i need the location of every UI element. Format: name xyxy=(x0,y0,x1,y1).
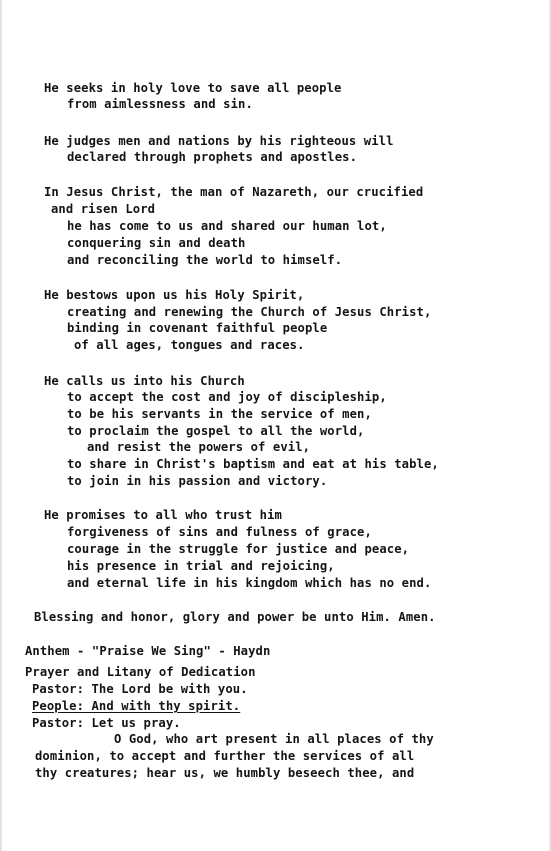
creed-stanza3-line2: and risen Lord xyxy=(51,202,156,216)
prayer-line-2: dominion, to accept and further the services of all xyxy=(35,749,415,763)
creed-doxology: Blessing and honor, glory and power be unto Him. Amen. xyxy=(34,610,436,624)
pastor-line-2: Pastor: Let us pray. xyxy=(32,716,181,730)
creed-stanza5-line1: He calls us into his Church xyxy=(44,374,245,388)
creed-stanza4-line4: of all ages, tongues and races. xyxy=(74,338,305,352)
creed-stanza5-line4: to proclaim the gospel to all the world, xyxy=(67,424,365,438)
creed-stanza5-line2: to accept the cost and joy of discipleship, xyxy=(67,390,387,404)
people-response-1: People: And with thy spirit. xyxy=(32,699,241,713)
prayer-heading: Prayer and Litany of Dedication xyxy=(25,665,256,679)
anthem-line: Anthem - "Praise We Sing" - Haydn xyxy=(25,644,271,658)
creed-stanza1-line1: He seeks in holy love to save all people xyxy=(44,81,342,95)
creed-stanza2-line2: declared through prophets and apostles. xyxy=(67,150,358,164)
creed-stanza5-line3: to be his servants in the service of men, xyxy=(67,407,372,421)
creed-stanza3-line5: and reconciling the world to himself. xyxy=(67,253,343,267)
creed-stanza2-line1: He judges men and nations by his righteous will xyxy=(44,134,394,148)
creed-stanza3-line1: In Jesus Christ, the man of Nazareth, our crucified xyxy=(44,185,424,199)
creed-stanza6-line5: and eternal life in his kingdom which has no end. xyxy=(67,576,432,590)
creed-stanza6-line1: He promises to all who trust him xyxy=(44,508,282,522)
creed-stanza6-line2: forgiveness of sins and fulness of grace, xyxy=(67,525,372,539)
pastor-line-1: Pastor: The Lord be with you. xyxy=(32,682,248,696)
creed-stanza4-line2: creating and renewing the Church of Jesus Christ, xyxy=(67,305,432,319)
creed-stanza6-line4: his presence in trial and rejoicing, xyxy=(67,559,335,573)
creed-stanza4-line1: He bestows upon us his Holy Spirit, xyxy=(44,288,305,302)
prayer-line-3: thy creatures; hear us, we humbly beseech thee, and xyxy=(35,766,415,780)
creed-stanza3-line3: he has come to us and shared our human lot, xyxy=(67,219,387,233)
creed-stanza5-line7: to join in his passion and victory. xyxy=(67,474,328,488)
creed-stanza1-line2: from aimlessness and sin. xyxy=(67,97,253,111)
creed-stanza3-line4: conquering sin and death xyxy=(67,236,246,250)
creed-stanza5-line6: to share in Christ's baptism and eat at his table, xyxy=(67,457,439,471)
page-left-edge xyxy=(0,0,3,851)
prayer-line-1: O God, who art present in all places of thy xyxy=(114,732,434,746)
creed-stanza6-line3: courage in the struggle for justice and peace, xyxy=(67,542,410,556)
creed-stanza5-line5: and resist the powers of evil, xyxy=(87,440,311,454)
creed-stanza4-line3: binding in covenant faithful people xyxy=(67,321,328,335)
